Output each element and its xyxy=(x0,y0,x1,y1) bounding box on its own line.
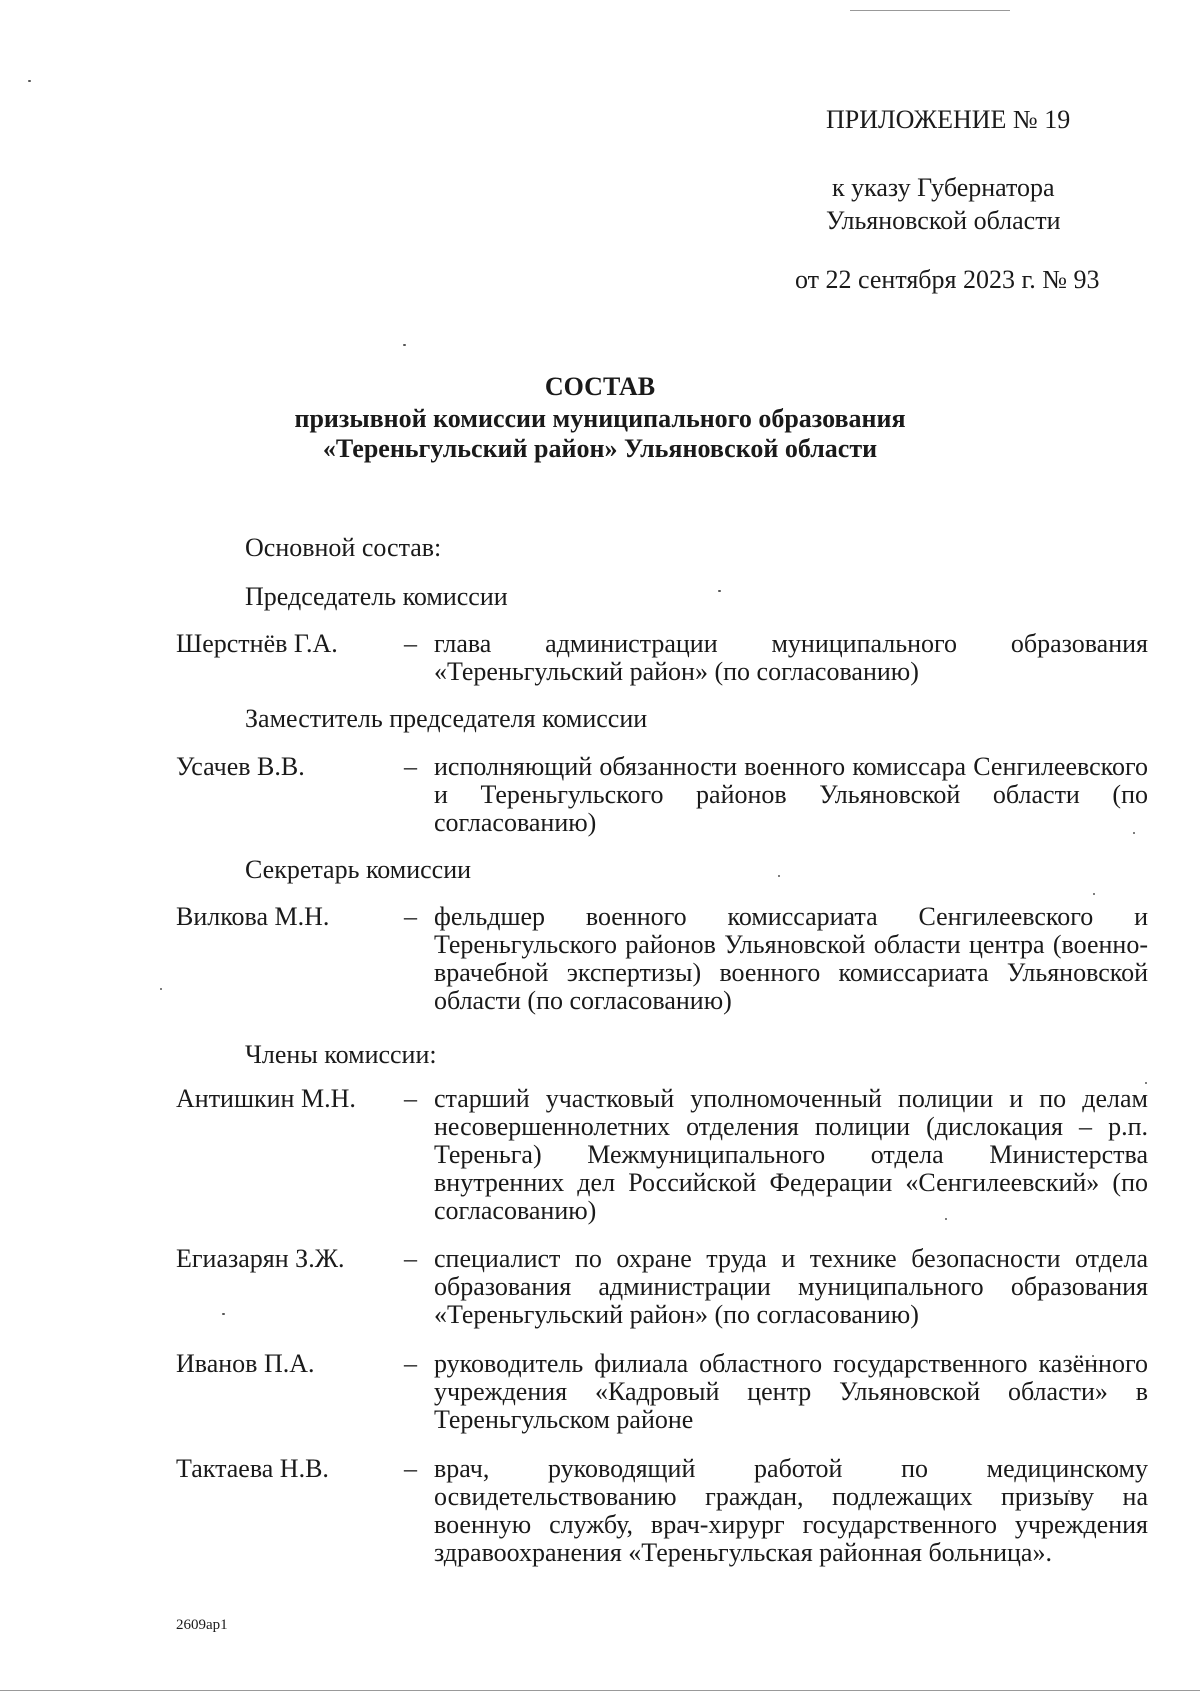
member-row-chairman xyxy=(176,630,1148,686)
member-position: старший участковый уполномоченный полиции и по делам несовершеннолетних отделения полиции (дислокация – р.п. Тереньга) Межмуниципального отдела Министерства внутренних дел Российской Федерации «Сенгилеевский» (по согласованию) xyxy=(434,1084,1148,1225)
member-dash: – xyxy=(404,752,417,781)
member-dash: – xyxy=(404,1349,417,1378)
annex-number: ПРИЛОЖЕНИЕ № 19 xyxy=(826,105,1071,134)
member-dash: – xyxy=(404,1454,417,1483)
member-dash: – xyxy=(404,902,417,931)
member-row xyxy=(176,1455,1148,1567)
member-position: руководитель филиала областного государственного казённого учреждения «Кадровый центр Ульяновской области» в Тереньгульском районе xyxy=(434,1349,1148,1434)
annex-date: от 22 сентября 2023 г. № 93 xyxy=(795,265,1100,294)
member-row xyxy=(176,1350,1148,1434)
section-members: Члены комиссии: xyxy=(245,1040,437,1069)
member-name: Егиазарян З.Ж. xyxy=(176,1244,345,1273)
member-name: Шерстнёв Г.А. xyxy=(176,629,338,658)
annex-region: Ульяновской области xyxy=(826,206,1061,235)
member-row xyxy=(176,1245,1148,1329)
document-subtitle-line1: призывной комиссии муниципального образования xyxy=(294,404,906,433)
annex-decree-ref: к указу Губернатора xyxy=(832,173,1055,202)
document-subtitle-line2: «Тереньгульский район» Ульяновской области xyxy=(322,434,878,463)
member-name: Иванов П.А. xyxy=(176,1349,315,1378)
member-dash: – xyxy=(404,629,417,658)
section-main-composition: Основной состав: xyxy=(245,533,442,562)
scan-speck xyxy=(718,590,721,592)
scan-edge-bottom xyxy=(0,1690,1200,1691)
document-title: СОСТАВ xyxy=(544,372,656,401)
member-name: Усачев В.В. xyxy=(176,752,305,781)
member-row-secretary xyxy=(176,903,1148,1015)
scan-edge-top xyxy=(850,10,1010,11)
document-code: 2609ар1 xyxy=(176,1617,228,1633)
member-dash: – xyxy=(404,1244,417,1273)
member-row xyxy=(176,1085,1148,1225)
section-deputy: Заместитель председателя комиссии xyxy=(245,704,648,733)
member-row-deputy xyxy=(176,753,1148,837)
scan-speck xyxy=(28,80,31,82)
member-name: Антишкин М.Н. xyxy=(176,1084,356,1113)
member-position: глава администрации муниципального образования «Тереньгульский район» (по согласованию) xyxy=(434,629,1148,686)
scan-speck xyxy=(1093,893,1095,895)
section-secretary: Секретарь комиссии xyxy=(245,855,472,884)
scan-speck xyxy=(778,875,780,877)
member-position: врач, руководящий работой по медицинскому освидетельствованию граждан, подлежащих призыву на военную службу, врач-хирург государственного учреждения здравоохранения «Тереньгульская районная больница». xyxy=(434,1454,1148,1567)
member-position: специалист по охране труда и технике безопасности отдела образования администрации муниципального образования «Тереньгульский район» (по согласованию) xyxy=(434,1244,1148,1329)
member-position: исполняющий обязанности военного комиссара Сенгилеевского и Тереньгульского районов Ульяновской области (по согласованию) xyxy=(434,752,1148,837)
member-name: Тактаева Н.В. xyxy=(176,1454,329,1483)
member-position: фельдшер военного комиссариата Сенгилеевского и Тереньгульского районов Ульяновской области центра (военно-врачебной экспертизы) военного комиссариата Ульяновской области (по согласованию) xyxy=(434,902,1148,1015)
member-dash: – xyxy=(404,1084,417,1113)
scan-speck xyxy=(403,344,406,346)
member-name: Вилкова М.Н. xyxy=(176,902,330,931)
section-chairman: Председатель комиссии xyxy=(245,582,508,611)
scan-speck xyxy=(160,988,162,990)
